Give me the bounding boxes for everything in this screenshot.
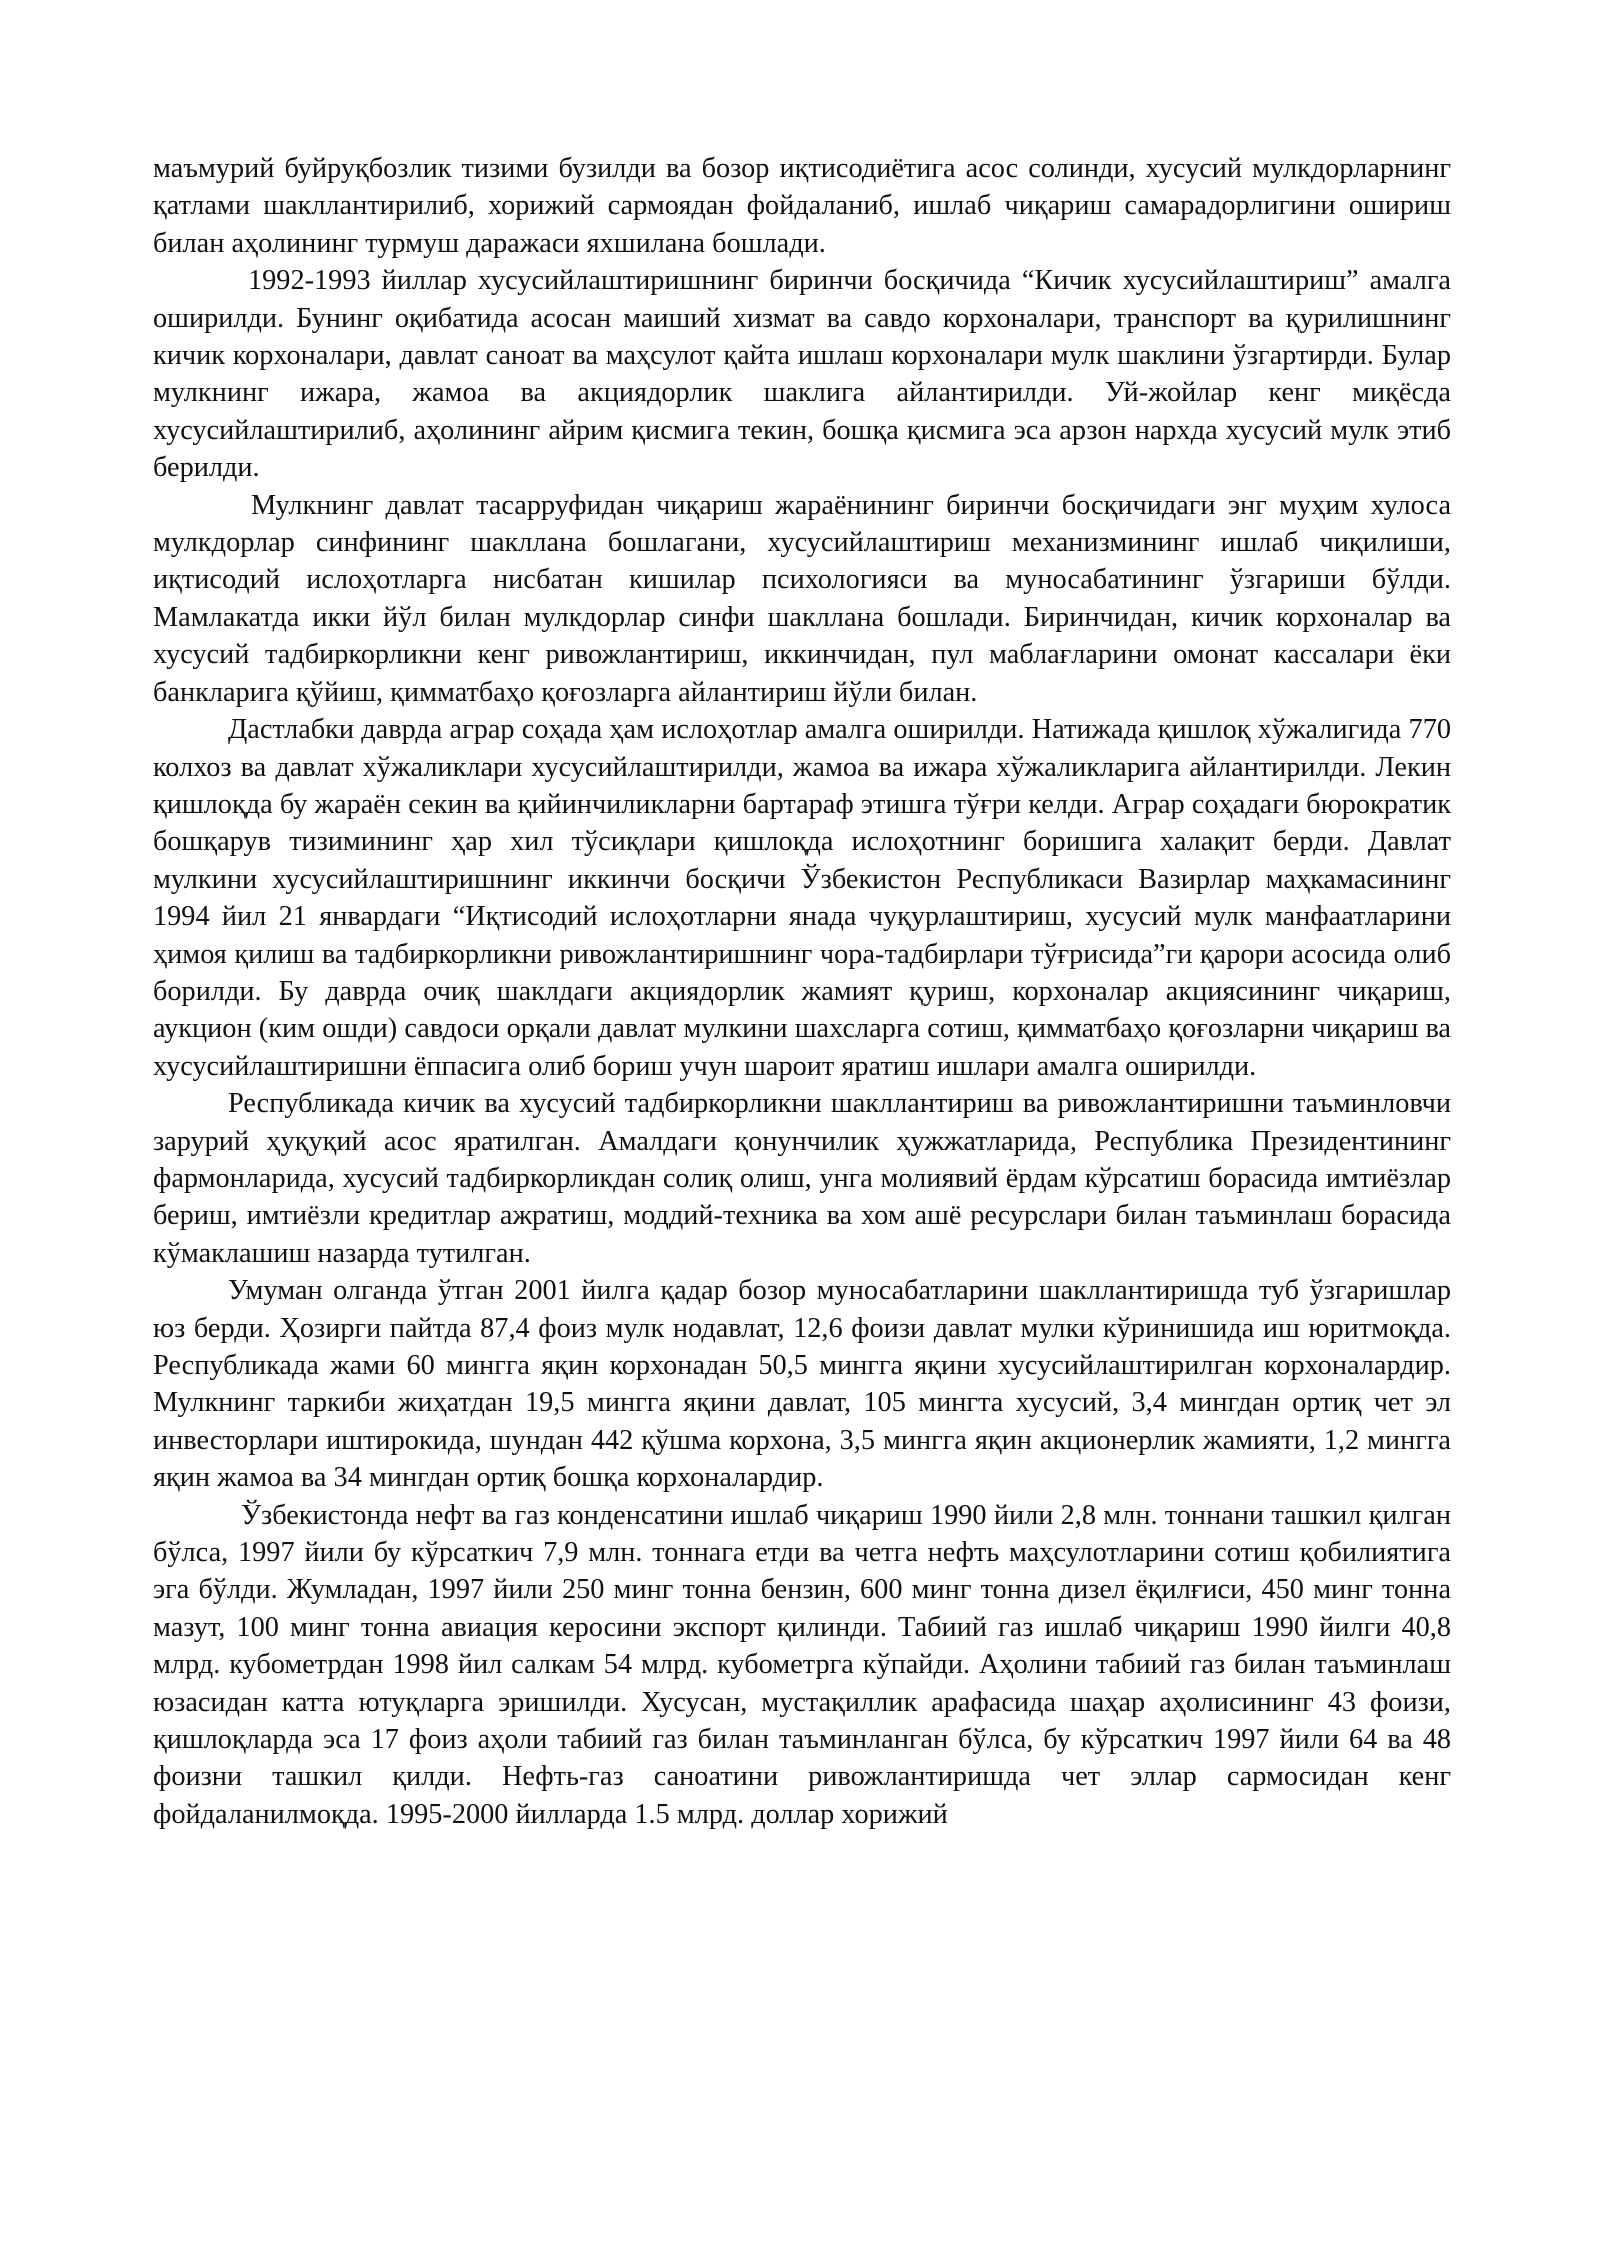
paragraph-owners-class: Мулкнинг давлат тасарруфидан чиқариш жараёнининг биринчи босқичидаги энг муҳим хулоса мулкдорлар синфининг шакллана бошлагани, хусусийлаштириш механизмининг ишлаб чиқилиши, иқтисодий ислоҳотларга нисбатан кишилар психологияси ва муносабатининг ўзгариши бўлди. Мамлакатда икки йўл билан мулкдорлар синфи шакллана бошлади. Биринчидан, кичик корхоналар ва хусусий тадбиркорликни кенг ривожлантириш, иккинчидан, пул маблағларини омонат кассалари ёки банкларига қўйиш, қимматбаҳо қоғозларга айлантириш йўли билан.	[153, 489, 1451, 708]
paragraph-agrarian-reforms: Дастлабки даврда аграр соҳада ҳам ислоҳотлар амалга оширилди. Натижада қишлоқ хўжалигида 770 колхоз ва давлат хўжаликлари хусусийлаштирилди, жамоа ва ижара хўжаликларига айлантирилди. Лекин қишлоқда бу жараён секин ва қийинчиликларни бартараф этишга тўғри келди. Аграр соҳадаги бюрократик бошқарув тизимининг ҳар хил тўсиқлари қишлоқда ислоҳотнинг боришига халақит берди. Давлат мулкини хусусийлаштиришнинг иккинчи босқичи Ўзбекистон Республикаси Вазирлар маҳкамасининг 1994 йил 21 январдаги “Иқтисодий ислоҳотларни янада чуқурлаштириш, хусусий мулк манфаатларини ҳимоя қилиш ва тадбиркорликни ривожлантиришнинг чора-тадбирлари тўғрисида”ги қарори асосида олиб борилди. Бу даврда очиқ шаклдаги акциядорлик жамият қуриш, корхоналар акциясининг чиқариш, аукцион (ким ошди) савдоси орқали давлат мулкини шахсларга сотиш, қимматбаҳо қоғозларни чиқариш ва хусусийлаштиришни ёппасига олиб бориш учун шароит яратиш ишлари амалга оширилди.	[153, 714, 1451, 1082]
paragraph-continuation: маъмурий буйруқбозлик тизими бузилди ва бозор иқтисодиётига асос солинди, хусусий мулкдорларнинг қатлами шакллантирилиб, хорижий сармоядан фойдаланиб, ишлаб чиқариш самарадорлигини ошириш билан аҳолининг турмуш даражаси яхшилана бошлади.	[153, 153, 1451, 259]
paragraph-privatization-first-stage: 1992-1993 йиллар хусусийлаштиришнинг биринчи босқичида “Кичик хусусийлаштириш” амалга оширилди. Бунинг оқибатида асосан маиший хизмат ва савдо корхоналари, транспорт ва қурилишнинг кичик корхоналари, давлат саноат ва маҳсулот қайта ишлаш корхоналари мулк шаклини ўзгартирди. Булар мулкнинг ижара, жамоа ва акциядорлик шаклига айлантирилди. Уй-жойлар кенг миқёсда хусусийлаштирилиб, аҳолининг айрим қисмига текин, бошқа қисмига эса арзон нархда хусусий мулк этиб берилди.	[153, 265, 1451, 484]
document-page	[153, 150, 1451, 1833]
paragraph-legal-basis: Республикада кичик ва хусусий тадбиркорликни шакллантириш ва ривожлантиришни таъминловчи зарурий ҳуқуқий асос яратилган. Амалдаги қонунчилик ҳужжатларида, Республика Президентининг фармонларида, хусусий тадбиркорликдан солиқ олиш, унга молиявий ёрдам кўрсатиш борасида имтиёзлар бериш, имтиёзли кредитлар ажратиш, моддий-техника ва хом ашё ресурслари билан таъминлаш борасида кўмаклашиш назарда тутилган.	[153, 1088, 1451, 1269]
paragraph-oil-gas: Ўзбекистонда нефт ва газ конденсатини ишлаб чиқариш 1990 йили 2,8 млн. тоннани ташкил қилган бўлса, 1997 йили бу кўрсаткич 7,9 млн. тоннага етди ва четга нефть маҳсулотларини сотиш қобилиятига эга бўлди. Жумладан, 1997 йили 250 минг тонна бензин, 600 минг тонна дизел ёқилғиси, 450 минг тонна мазут, 100 минг тонна авиация керосини экспорт қилинди. Табиий газ ишлаб чиқариш 1990 йилги 40,8 млрд. кубометрдан 1998 йил салкам 54 млрд. кубометрга кўпайди. Аҳолини табиий газ билан таъминлаш юзасидан катта ютуқларга эришилди. Хусусан, мустақиллик арафасида шаҳар аҳолисининг 43 фоизи, қишлоқларда эса 17 фоиз аҳоли табиий газ билан таъминланган бўлса, бу кўрсаткич 1997 йили 64 ва 48 фоизни ташкил қилди. Нефть-газ саноатини ривожлантиришда чет эллар сармосидан кенг фойдаланилмоқда. 1995-2000 йилларда 1.5 млрд. доллар хорижий	[153, 1499, 1451, 1830]
paragraph-ownership-structure: Умуман олганда ўтган 2001 йилга қадар бозор муносабатларини шакллантиришда туб ўзгаришлар юз берди. Ҳозирги пайтда 87,4 фоиз мулк нодавлат, 12,6 фоизи давлат мулки кўринишида иш юритмоқда. Республикада жами 60 мингга яқин корхонадан 50,5 мингга яқини хусусийлаштирилган корхоналардир. Мулкнинг таркиби жиҳатдан 19,5 мингга яқини давлат, 105 мингта хусусий, 3,4 мингдан ортиқ чет эл инвесторлари иштирокида, шундан 442 қўшма корхона, 3,5 мингга яқин акционерлик жамияти, 1,2 мингга яқин жамоа ва 34 мингдан ортиқ бошқа корхоналардир.	[153, 1275, 1451, 1494]
